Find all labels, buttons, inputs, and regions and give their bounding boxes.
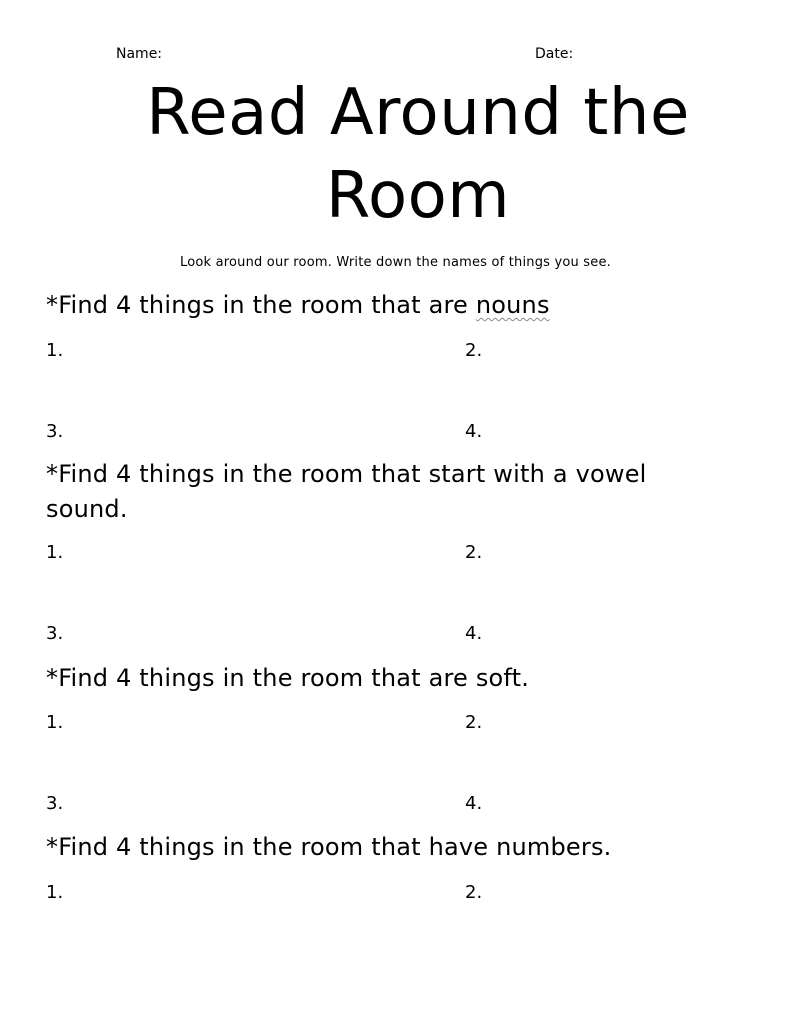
section-2-item-2: 2.	[465, 542, 483, 563]
section-3-prompt: *Find 4 things in the room that are soft.	[46, 664, 530, 692]
worksheet-title	[0, 72, 791, 238]
section-1-prompt	[46, 288, 746, 323]
section-1-item-2: 2.	[465, 340, 483, 361]
date-label: Date:	[535, 46, 574, 62]
section-3-item-4: 4.	[465, 793, 483, 814]
section-1-item-3: 3.	[46, 421, 64, 442]
title-line-2: Room	[325, 159, 511, 233]
section-4-item-2: 2.	[465, 882, 483, 903]
section-1-item-4: 4.	[465, 421, 483, 442]
section-4-prompt: *Find 4 things in the room that have numbers.	[46, 833, 612, 861]
section-2-item-4: 4.	[465, 623, 483, 644]
section-1-flagged-word: nouns	[475, 291, 550, 319]
section-2-item-1: 1.	[46, 542, 64, 563]
instructions-text: Look around our room. Write down the names of things you see.	[179, 255, 612, 270]
section-1-prompt-text: *Find 4 things in the room that are	[46, 291, 476, 319]
section-3-item-3: 3.	[46, 793, 64, 814]
section-4-item-1: 1.	[46, 882, 64, 903]
section-1-item-1: 1.	[46, 340, 64, 361]
title-line-1: Read Around the	[146, 76, 690, 150]
section-3-item-2: 2.	[465, 712, 483, 733]
section-3-item-1: 1.	[46, 712, 64, 733]
section-2-prompt: *Find 4 things in the room that start with a vowel sound.	[46, 460, 647, 523]
name-label: Name:	[116, 46, 163, 62]
section-2-item-3: 3.	[46, 623, 64, 644]
